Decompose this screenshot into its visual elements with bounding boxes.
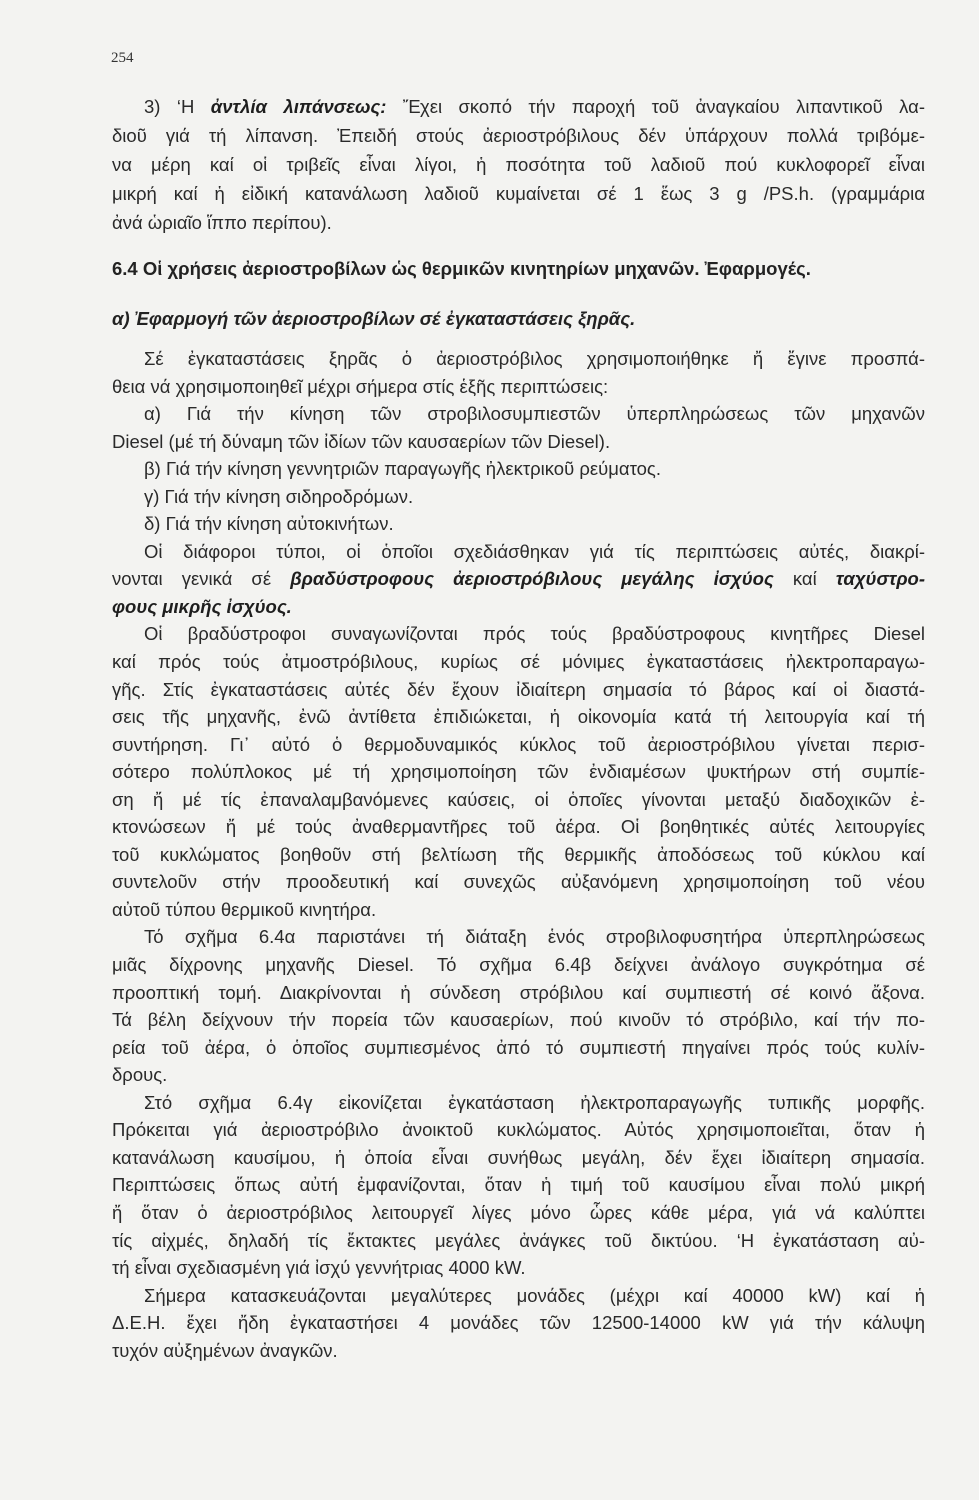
body-text: [112, 345, 925, 1364]
text-line: [112, 923, 925, 951]
text-line: [112, 1006, 925, 1034]
paragraph: [112, 1282, 925, 1365]
text-span: διοῦ γιά τή λίπανση. Ἐπειδή στούς ἀεριοστρόβιλους δέν ὑπάρχουν πολλά τριβόμε-: [112, 125, 925, 146]
text-line: [112, 400, 925, 428]
text-span: τή εἶναι σχεδιασμένη γιά ἰσχύ γεννήτριας 4000 kW.: [112, 1257, 526, 1279]
emphasis-text: ἀντλία λιπάνσεως:: [210, 96, 387, 117]
text-line: [112, 1171, 925, 1199]
text-span: Οἱ διάφοροι τύποι, οἱ ὁποῖοι σχεδιάσθηκαν γιά τίς περιπτώσεις αὐτές, διακρί-: [144, 540, 925, 562]
text-span: α) Γιά τήν κίνηση τῶν στροβιλοσυμπιεστῶν ὑπερπληρώσεως τῶν μηχανῶν: [144, 403, 925, 425]
text-line: [112, 1337, 925, 1365]
text-span: ρεία τοῦ ἀέρα, ὁ ὁποῖος συμπιεσμένος ἀπό τό συμπιεστή πηγαίνει πρός τούς κυλίν-: [112, 1036, 925, 1058]
text-line: [112, 648, 925, 676]
paragraph: [112, 510, 925, 538]
text-span: Πρόκειται γιά ἀεριοστρόβιλο ἀνοικτοῦ κυκλώματος. Αὐτός χρησιμοποιεῖται, ὅταν ἡ: [112, 1119, 925, 1141]
text-line: [112, 1227, 925, 1255]
text-span: μιᾶς δίχρονης μηχανῆς Diesel. Τό σχῆμα 6.4β δείχνει ἀνάλογο συγκρότημα σέ: [112, 954, 925, 976]
paragraph: [112, 345, 925, 400]
section-heading: 6.4 Οἱ χρήσεις ἀεριοστροβίλων ὡς θερμικῶν κινητηρίων μηχανῶν. Ἐφαρμογές.: [112, 258, 811, 279]
text-span: τίς αἰχμές, δηλαδή τίς ἔκτακτες μεγάλες ἀνάγκες τοῦ δικτύου. ‘Η ἐγκατάσταση αὐ-: [112, 1229, 925, 1251]
text-span: Τό σχῆμα 6.4α παριστάνει τή διάταξη ἑνός στροβιλοφυσητήρα ὑπερπληρώσεως: [144, 926, 925, 948]
text-span: σεις τῆς μηχανῆς, ἐνῶ ἀντίθετα ἐπιδιώκεται, ἡ οἰκονομία κατά τή λειτουργία καί τή: [112, 706, 925, 728]
paragraph: [112, 538, 925, 621]
text-span: γ) Γιά τήν κίνηση σιδηροδρόμων.: [144, 485, 414, 507]
text-line: [112, 758, 925, 786]
text-line: [112, 455, 925, 483]
text-span: συντήρηση. Γι᾽ αὐτό ὁ θερμοδυναμικός κύκλος τοῦ ἀεριοστρόβιλου γίνεται περισ-: [112, 733, 925, 755]
text-line: [112, 979, 925, 1007]
text-line: [112, 179, 925, 208]
text-span: προοπτική τομή. Διακρίνονται ἡ σύνδεση στρόβιλου καί συμπιεστή σέ κοινό ἄξονα.: [112, 981, 925, 1003]
page-number: 254: [111, 50, 134, 66]
text-line: [112, 1254, 925, 1282]
text-line: [112, 565, 925, 593]
text-span: μικρή καί ἡ εἰδική κατανάλωση λαδιοῦ κυμαίνεται σέ 1 ἕως 3 g /PS.h. (γραμμάρια: [112, 183, 925, 204]
text-span: 3) ‘Η: [144, 96, 211, 117]
subsection-heading: α) Ἐφαρμογή τῶν ἀεριοστροβίλων σέ ἐγκαταστάσεις ξηρᾶς.: [112, 308, 636, 329]
text-line: [112, 868, 925, 896]
text-span: Δ.Ε.Η. ἔχει ἤδη ἐγκαταστήσει 4 μονάδες τῶν 12500-14000 kW γιά τήν κάλυψη: [112, 1312, 925, 1334]
text-span: Σήμερα κατασκευάζονται μεγαλύτερες μονάδες (μέχρι καί 40000 kW) καί ἡ: [144, 1284, 925, 1306]
text-line: [112, 483, 925, 511]
text-line: [112, 92, 925, 121]
text-span: τοῦ κυκλώματος βοηθοῦν στή βελτίωση τῆς θερμικῆς ἀποδόσεως τοῦ κύκλου καί: [112, 843, 925, 865]
paragraph: [112, 923, 925, 1088]
text-span: δρους.: [112, 1064, 168, 1086]
text-span: ση ἤ μέ τίς ἐπαναλαμβανόμενες καύσεις, οἱ ὁποῖες γίνονται μεταξύ διαδοχικῶν ἐ-: [112, 788, 925, 810]
text-span: καί: [773, 568, 836, 590]
paragraph: [112, 1089, 925, 1282]
text-line: [112, 510, 925, 538]
text-line: [112, 593, 925, 621]
text-line: [112, 373, 925, 401]
text-span: δ) Γιά τήν κίνηση αὐτοκινήτων.: [144, 513, 394, 535]
intro-paragraph: [112, 92, 925, 237]
text-line: [112, 951, 925, 979]
text-line: [112, 841, 925, 869]
paragraph: [112, 400, 925, 455]
text-span: Στό σχῆμα 6.4γ εἰκονίζεται ἐγκατάσταση ἠλεκτροπαραγωγῆς τυπικῆς μορφῆς.: [144, 1091, 925, 1113]
text-line: [112, 1034, 925, 1062]
text-span: Ἔχει σκοπό τήν παροχή τοῦ ἀναγκαίου λιπαντικοῦ λα-: [386, 96, 926, 117]
text-line: [112, 121, 925, 150]
text-span: νονται γενικά σέ: [112, 568, 291, 590]
text-line: [112, 345, 925, 373]
paragraph: [112, 92, 925, 237]
text-span: κατανάλωση καυσίμου, ἡ ὁποία εἶναι συνήθως μεγάλη, δέν ἔχει ἰδιαίτερη σημασία.: [112, 1146, 925, 1168]
text-span: κτονώσεων ἤ μέ τούς ἀναθερμαντῆρες τοῦ ἀέρα. Οἱ βοηθητικές αὐτές λειτουργίες: [112, 816, 925, 838]
text-line: [112, 1144, 925, 1172]
text-line: [112, 620, 925, 648]
text-line: [112, 1089, 925, 1117]
text-line: [112, 208, 925, 237]
text-span: συντελοῦν στήν προοδευτική καί συνεχῶς αὐξανόμενη χρησιμοποίηση τοῦ νέου: [112, 871, 925, 893]
text-span: Περιπτώσεις ὅπως αὐτή ἐμφανίζονται, ὅταν ἡ τιμή τοῦ καυσίμου εἶναι πολύ μικρή: [112, 1174, 925, 1196]
text-line: [112, 1061, 925, 1089]
text-span: θεια νά χρησιμοποιηθεῖ μέχρι σήμερα στίς ἑξῆς περιπτώσεις:: [112, 375, 609, 397]
text-span: β) Γιά τήν κίνηση γεννητριῶν παραγωγῆς ἠλεκτρικοῦ ρεύματος.: [144, 458, 661, 480]
text-span: Οἱ βραδύστροφοι συναγωνίζονται πρός τούς βραδύστροφους κινητῆρες Diesel: [144, 623, 925, 645]
text-line: [112, 1116, 925, 1144]
text-line: [112, 150, 925, 179]
text-line: [112, 703, 925, 731]
text-span: τυχόν αὐξημένων ἀναγκῶν.: [112, 1339, 338, 1361]
text-span: σότερο πολύπλοκος μέ τή χρησιμοποίηση τῶν ἐνδιαμέσων ψυκτήρων στή συμπίε-: [112, 761, 925, 783]
text-line: [112, 731, 925, 759]
text-span: καί πρός τούς ἀτμοστρόβιλους, κυρίως σέ μόνιμες ἐγκαταστάσεις ἠλεκτροπαραγω-: [112, 651, 925, 673]
paragraph: [112, 483, 925, 511]
emphasis-text: ταχύστρο-: [835, 568, 925, 590]
text-span: Σέ ἐγκαταστάσεις ξηρᾶς ὁ ἀεριοστρόβιλος χρησιμοποιήθηκε ἤ ἔγινε προσπά-: [144, 348, 925, 369]
text-span: να μέρη καί οἱ τριβεῖς εἶναι λίγοι, ἡ ποσότητα τοῦ λαδιοῦ πού κυκλοφορεῖ εἶναι: [112, 154, 925, 175]
text-line: [112, 538, 925, 566]
page-content: [112, 92, 925, 1364]
text-span: γῆς. Στίς ἐγκαταστάσεις αὐτές δέν ἔχουν ἰδιαίτερη σημασία τό βάρος καί οἱ διαστά-: [112, 678, 925, 700]
emphasis-text: φους μικρῆς ἰσχύος.: [112, 595, 292, 617]
text-line: [112, 676, 925, 704]
text-line: [112, 786, 925, 814]
paragraph: [112, 455, 925, 483]
text-line: [112, 1282, 925, 1310]
paragraph: [112, 620, 925, 923]
text-span: Diesel (μέ τή δύναμη τῶν ἰδίων τῶν καυσαερίων τῶν Diesel).: [112, 430, 611, 452]
text-span: αὐτοῦ τύπου θερμικοῦ κινητήρα.: [112, 898, 377, 920]
text-span: Τά βέλη δείχνουν τήν πορεία τῶν καυσαερίων, πού κινοῦν τό στρόβιλο, καί τήν πο-: [112, 1009, 925, 1031]
text-span: ἤ ὅταν ὁ ἀεριοστρόβιλος λειτουργεῖ λίγες μόνο ὧρες κάθε μέρα, γιά νά καλύπτει: [112, 1201, 925, 1223]
emphasis-text: βραδύστροφους ἀεριοστρόβιλους μεγάλης ἰσχύος: [290, 568, 774, 590]
text-line: [112, 428, 925, 456]
text-line: [112, 1309, 925, 1337]
text-span: ἀνά ὡριαῖο ἵππο περίπου).: [112, 212, 332, 233]
text-line: [112, 1199, 925, 1227]
text-line: [112, 813, 925, 841]
text-line: [112, 896, 925, 924]
